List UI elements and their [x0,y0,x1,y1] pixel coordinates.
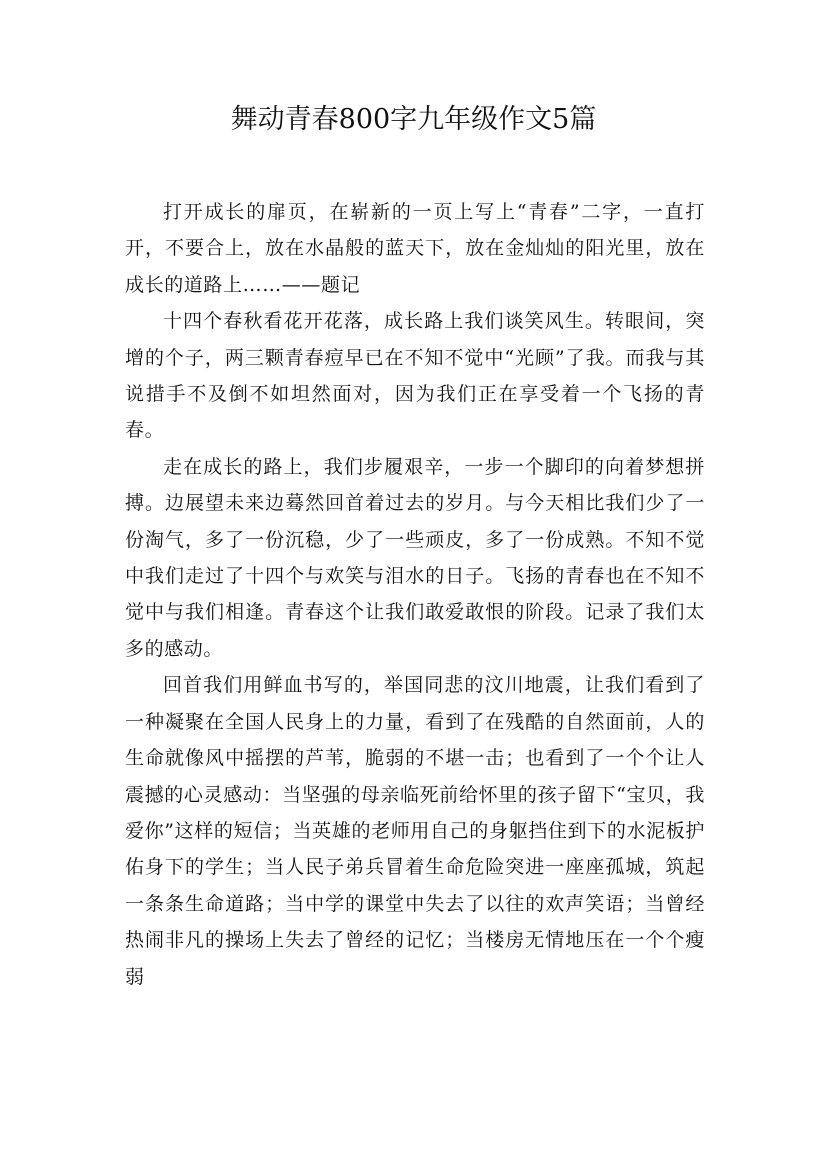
document-body [125,194,705,995]
paragraph-4: 回首我们用鲜血书写的，举国同悲的汶川地震，让我们看到了一种凝聚在全国人民身上的力量，看到了在残酷的自然面前，人的生命就像风中摇摆的芦苇，脆弱的不堪一击；也看到了一个个让人震撼的心灵感动：当坚强的母亲临死前给怀里的孩子留下“宝贝，我爱你”这样的短信；当英雄的老师用自己的身躯挡住到下的水泥板护佑身下的学生；当人民子弟兵冒着生命危险突进一座座孤城，筑起一条条生命道路；当中学的课堂中失去了以往的欢声笑语；当曾经热闹非凡的操场上失去了曾经的记忆；当楼房无情地压在一个个瘦弱 [125,674,705,988]
paragraph-1: 打开成长的扉页，在崭新的一页上写上“青春”二字，一直打开，不要合上，放在水晶般的蓝天下，放在金灿灿的阳光里，放在成长的道路上……——题记 [125,201,705,296]
paragraph-3: 走在成长的路上，我们步履艰辛，一步一个脚印的向着梦想拼搏。边展望未来边蓦然回首着过去的岁月。与今天相比我们少了一份淘气，多了一份沉稳，少了一些顽皮，多了一份成熟。不知不觉中我们走过了十四个与欢笑与泪水的日子。飞扬的青春也在不知不觉中与我们相逢。青春这个让我们敢爱敢恨的阶段。记录了我们太多的感动。 [125,455,705,660]
document-title: 舞动青春800字九年级作文5篇 [230,104,597,135]
paragraph-2: 十四个春秋看花开花落，成长路上我们谈笑风生。转眼间，突增的个子，两三颗青春痘早已在不知不觉中“光顾”了我。而我与其说措手不及倒不如坦然面对，因为我们正在享受着一个飞扬的青春。 [125,310,705,442]
